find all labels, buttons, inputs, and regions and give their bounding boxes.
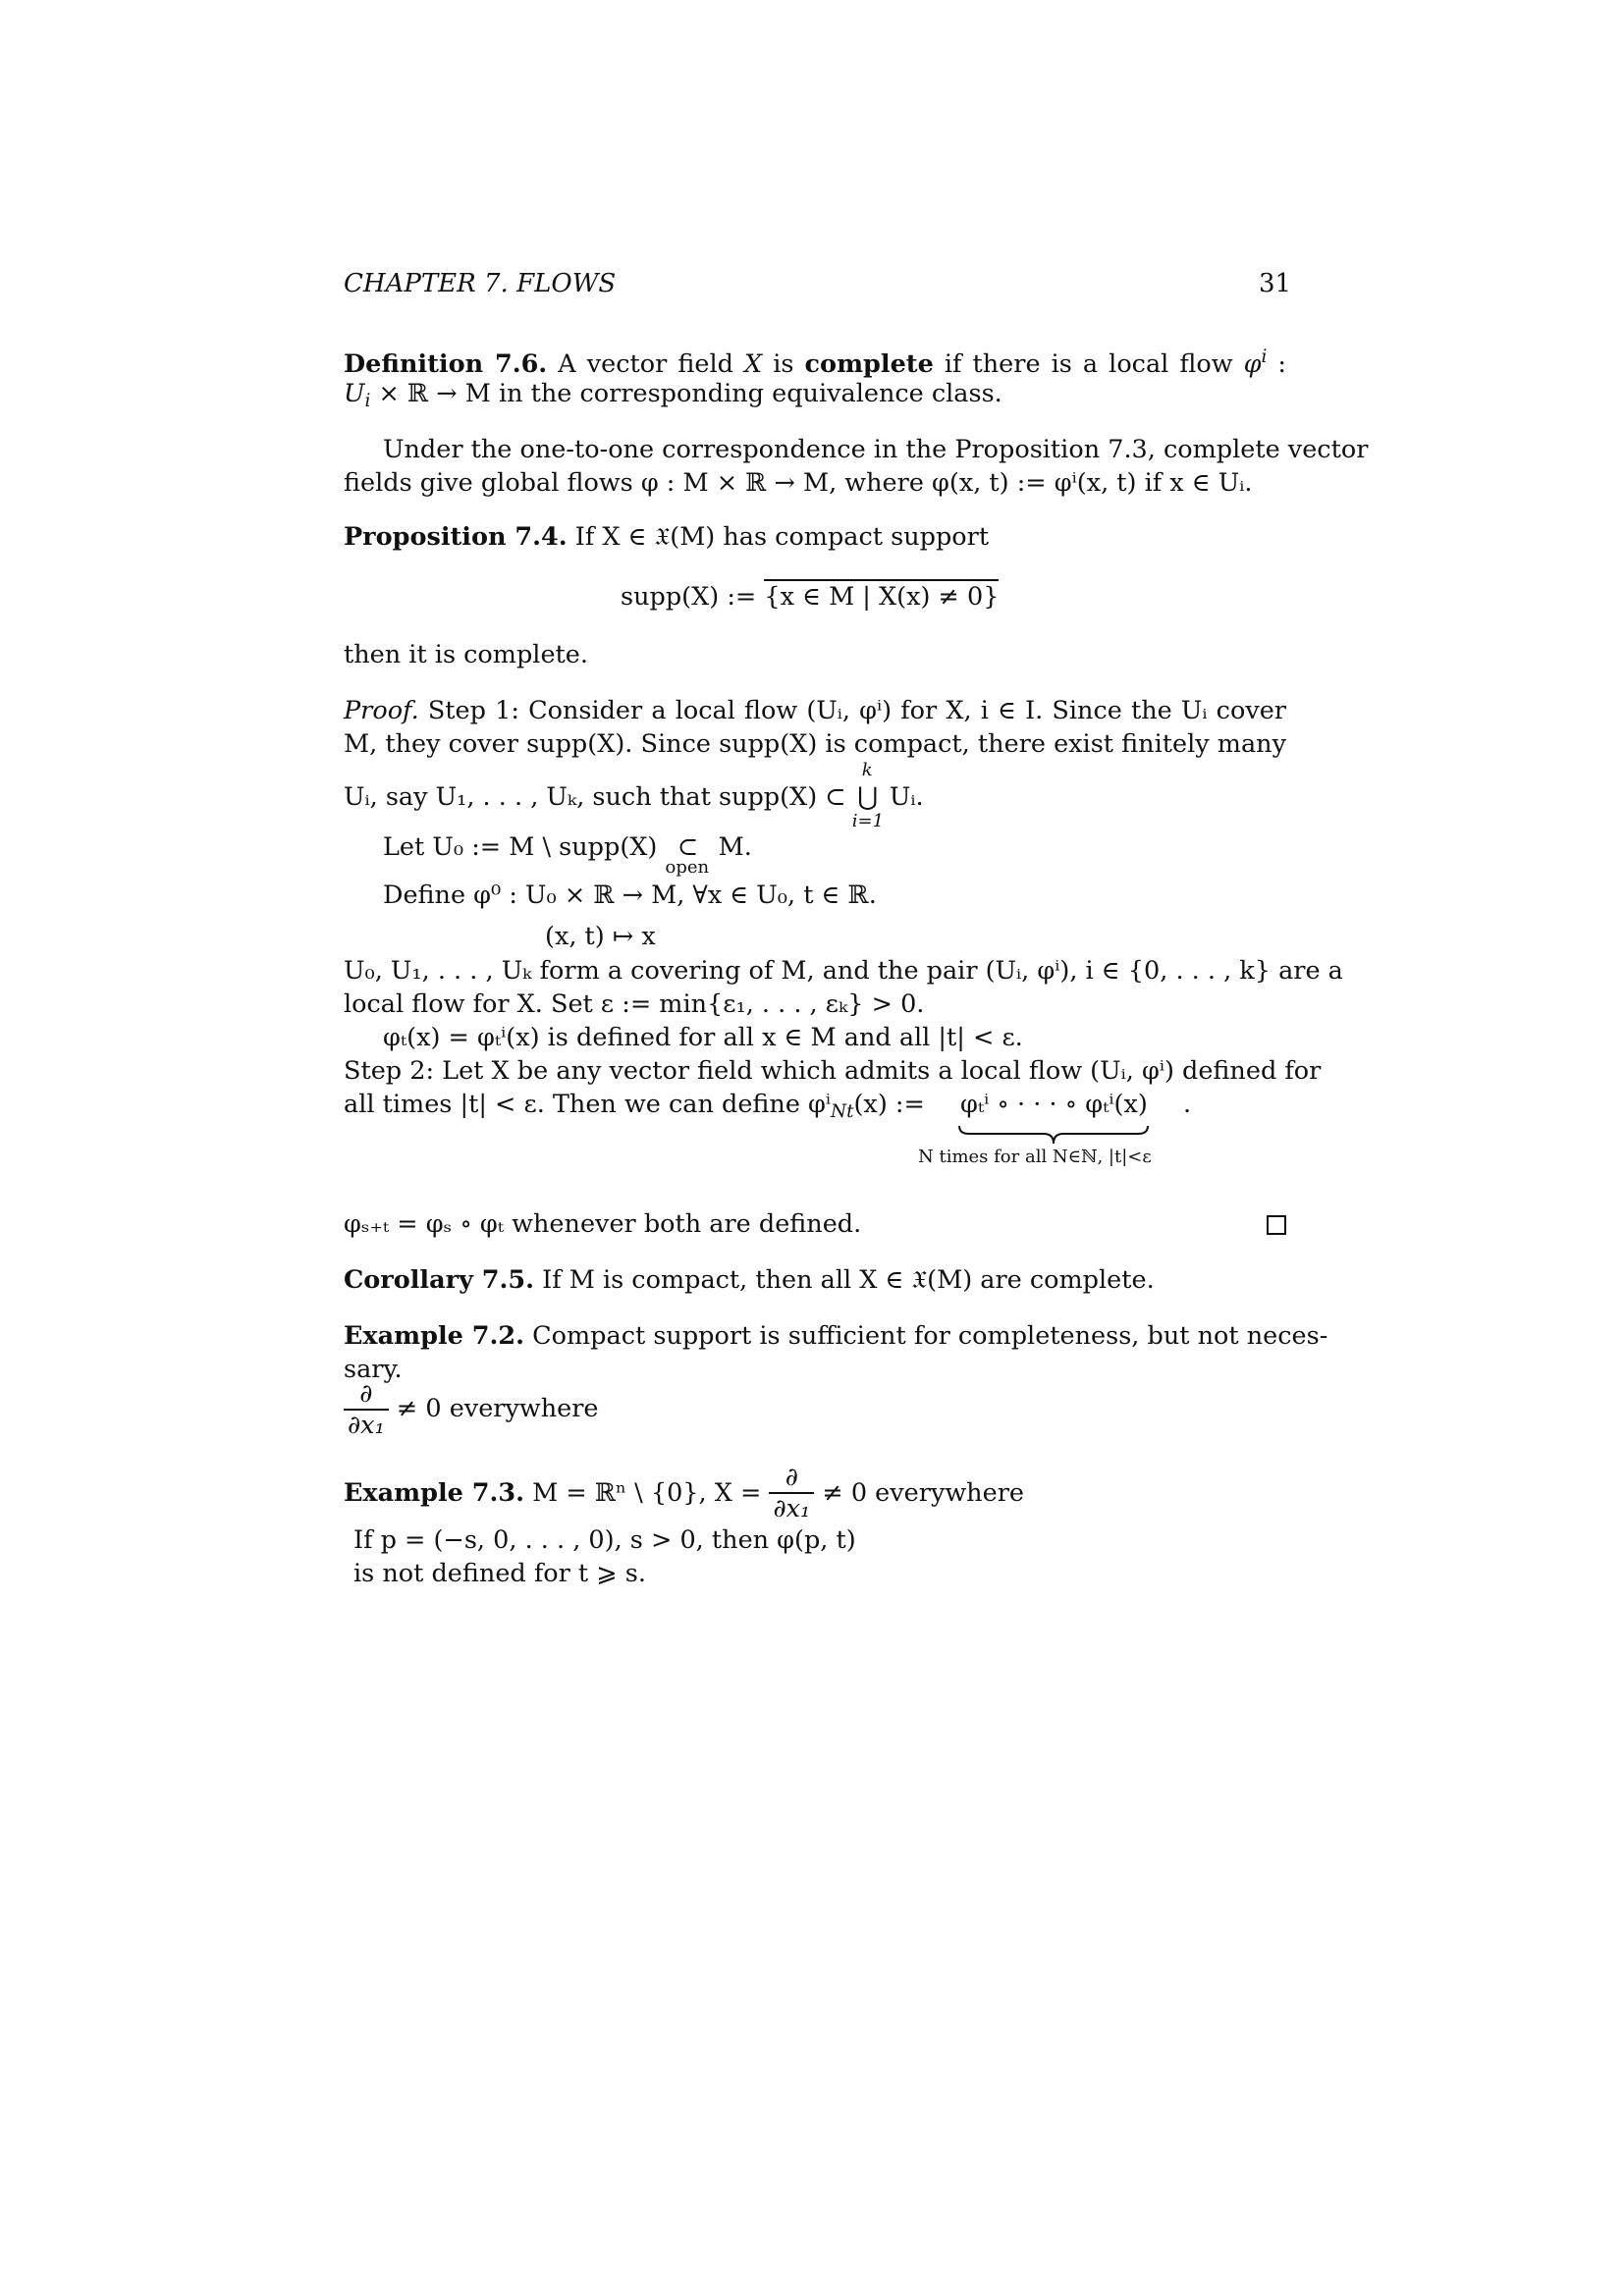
- definition-7-6-line1: Definition 7.6. A vector field X is complete if there is a local flow $\varphi^i$ :: [344, 347, 1287, 380]
- support-definition-display: supp(X) := {x ∈ M | X(x) ≠ 0}: [621, 585, 999, 611]
- complete-term: complete: [804, 349, 934, 380]
- proof-line12: φₛ₊ₜ = φₛ ∘ φₜ whenever both are defined.: [344, 1209, 862, 1239]
- correspondence-line1: Under the one-to-one correspondence in the Proposition 7.3, complete vector: [383, 435, 1369, 464]
- partial-derivative-fraction: $\frac{\partial}{\text{∂x₁}}$: [769, 1463, 814, 1523]
- definition-label: Definition 7.6.: [344, 349, 548, 380]
- example-7-2-line2: sary.: [344, 1355, 403, 1384]
- subset-symbol: ⊂: [677, 832, 699, 862]
- proof-line5: Define φ⁰ : U₀ × ℝ → M, ∀x ∈ U₀, t ∈ ℝ.: [383, 881, 877, 910]
- proof-line7: U₀, U₁, . . . , Uₖ form a covering of M, and the pair (Uᵢ, φⁱ), i ∈ {0, . . . , k} are a: [344, 956, 1343, 986]
- proof-line11-period: .: [1183, 1090, 1192, 1119]
- proposition-conclusion: then it is complete.: [344, 640, 588, 669]
- proof-line1: Proof. Step 1: Consider a local flow (Uᵢ, φⁱ) for X, i ∈ I. Since the Uᵢ cover: [344, 696, 1286, 725]
- proof-line11: all times |t| < ε. Then we can define φⁱ$_{Nt}$(x) :=: [344, 1090, 925, 1123]
- example-7-3-line1: Example 7.3. M = ℝⁿ \ {0}, X = $\frac{\partial}{\text{∂x₁}}$ ≠ 0 everywhere: [344, 1463, 1024, 1523]
- proof-line8: local flow for X. Set ε := min{ε₁, . . . , εₖ} > 0.: [344, 989, 925, 1019]
- running-header: CHAPTER 7. FLOWS: [344, 269, 617, 298]
- proof-line6: (x, t) ↦ x: [545, 922, 656, 951]
- proof-line9: φₜ(x) = φₜⁱ(x) is defined for all x ∈ M and all |t| < ε.: [383, 1023, 1023, 1052]
- union-upper-limit: k: [861, 760, 873, 780]
- composition-expression: φₜⁱ ∘ · · · ∘ φₜⁱ(x): [960, 1090, 1148, 1119]
- example-7-2-label: Example 7.2.: [344, 1321, 525, 1351]
- page-number: 31: [1259, 269, 1292, 298]
- example-7-3-line3: is not defined for t ⩾ s.: [353, 1559, 646, 1588]
- qed-symbol: [1267, 1215, 1286, 1235]
- definition-7-6-line2: $U_i$ × ℝ → M in the corresponding equivalence class.: [344, 379, 1002, 412]
- proposition-7-4: Proposition 7.4. If X ∈ 𝔛(M) has compact support: [344, 522, 990, 552]
- support-closure-set: {x ∈ M | X(x) ≠ 0}: [764, 579, 999, 612]
- correspondence-line2: fields give global flows φ : M × ℝ → M, where φ(x, t) := φⁱ(x, t) if x ∈ Uᵢ.: [344, 468, 1253, 498]
- proof-label: Proof.: [344, 696, 419, 725]
- union-lower-limit: i=1: [851, 811, 885, 831]
- proof-line10: Step 2: Let X be any vector field which admits a local flow (Uᵢ, φⁱ) defined for: [344, 1056, 1322, 1086]
- proof-line4: Let U₀ := M \ supp(X) ⊂ open M.: [383, 832, 752, 878]
- example-7-2-line1: Example 7.2. Compact support is sufficient for completeness, but not neces-: [344, 1321, 1328, 1351]
- example-7-2-fraction-line: $\frac{\partial}{\text{∂x₁}}$ ≠ 0 everywhere: [344, 1379, 599, 1440]
- proposition-label: Proposition 7.4.: [344, 522, 568, 552]
- proof-line3: Uᵢ, say U₁, . . . , Uₖ, such that supp(X) ⊂ k ⋃ i=1 Uᵢ.: [344, 760, 924, 831]
- underbrace: [957, 1124, 1150, 1146]
- open-label: open: [665, 857, 710, 878]
- corollary-7-5: Corollary 7.5. If M is compact, then all X ∈ 𝔛(M) are complete.: [344, 1265, 1155, 1295]
- example-7-3-line2: If p = (−s, 0, . . . , 0), s > 0, then φ(p, t): [353, 1525, 856, 1555]
- underbrace-label: N times for all N∈ℕ, |t|<ε: [918, 1147, 1152, 1167]
- partial-derivative-fraction: $\frac{\partial}{\text{∂x₁}}$: [344, 1379, 389, 1440]
- proof-line2: M, they cover supp(X). Since supp(X) is compact, there exist finitely many: [344, 729, 1286, 759]
- corollary-label: Corollary 7.5.: [344, 1265, 535, 1295]
- example-7-3-label: Example 7.3.: [344, 1478, 525, 1508]
- big-union: k ⋃ i=1: [851, 760, 885, 831]
